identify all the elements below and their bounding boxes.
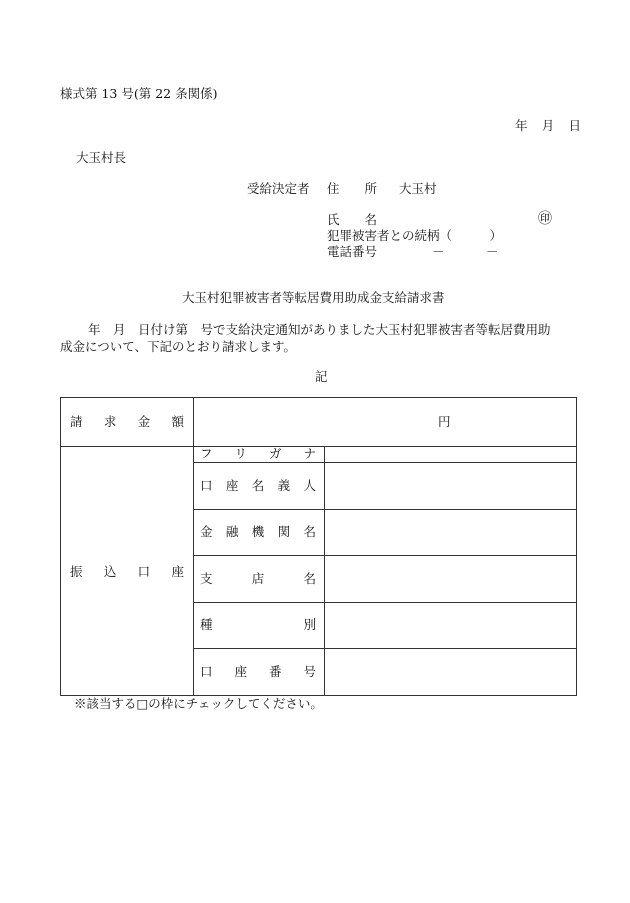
row-label-char: 座 [234, 664, 247, 679]
amount-label-char: 請 [70, 414, 83, 429]
applicant-role: 受給決定者 [247, 181, 310, 196]
row-label-char: 義 [277, 478, 291, 493]
body-line-2: 成金について、下記のとおり請求します。 [60, 339, 297, 354]
row-label-char: 融 [225, 524, 239, 539]
row-label-char: ガ [268, 446, 282, 461]
row-label-char: 支 [200, 571, 213, 586]
row-label-account-number [200, 664, 316, 680]
date-month: 月 [541, 118, 555, 133]
row-label-account-type [200, 617, 316, 633]
row-label-char: 番 [268, 664, 282, 679]
amount-label [70, 414, 184, 430]
row-label-branch-name [200, 571, 316, 587]
seal-mark: ㊞ [538, 211, 552, 227]
row-label-char: フ [200, 446, 213, 461]
row-label-char: 名 [251, 478, 265, 493]
row-label-char: 口 [200, 664, 213, 679]
account-holder-input[interactable] [326, 464, 575, 508]
furigana-input[interactable] [326, 448, 575, 461]
row-label-char: 機 [251, 524, 265, 539]
account-type-input[interactable] [326, 604, 575, 647]
row-label-char: 別 [303, 617, 316, 632]
row-label-furigana [200, 446, 316, 462]
row-label-char: 金 [200, 524, 213, 539]
document-title: 大玉村犯罪被害者等転居費用助成金支給請求書 [182, 290, 445, 305]
relation-label: 犯罪被害者との続柄（ ） [327, 228, 503, 243]
transfer-account-label [70, 564, 184, 580]
address-value: 大玉村 [399, 181, 437, 196]
footnote: ※該当する□の枠にチェックしてください。 [74, 696, 323, 711]
transfer-label-char: 口 [137, 564, 151, 579]
addressee: 大玉村長 [76, 150, 127, 165]
row-label-bank-name [200, 524, 316, 540]
branch-name-input[interactable] [326, 557, 575, 601]
name-label: 氏 名 [327, 212, 378, 227]
address-label: 住 所 [327, 181, 378, 196]
transfer-label-char: 座 [171, 564, 184, 579]
row-label-char: 関 [277, 524, 291, 539]
date-year: 年 [515, 118, 528, 133]
row-label-account-holder [200, 478, 316, 494]
amount-label-char: 求 [103, 414, 117, 429]
transfer-label-char: 振 [70, 564, 83, 579]
row-label-char: 種 [200, 617, 213, 632]
amount-label-char: 金 [137, 414, 151, 429]
ki-heading: 記 [315, 369, 328, 384]
transfer-label-char: 込 [103, 564, 117, 579]
amount-unit: 円 [438, 414, 451, 429]
row-label-char: 人 [303, 478, 316, 493]
bank-name-input[interactable] [326, 511, 575, 554]
date-day: 日 [568, 118, 581, 133]
amount-input[interactable] [195, 399, 575, 445]
row-label-char: リ [234, 446, 247, 461]
row-label-char: ナ [303, 446, 316, 461]
row-label-char: 店 [251, 571, 265, 586]
phone-label: 電話番号 [327, 244, 378, 259]
form-number: 様式第 13 号(第 22 条関係) [60, 86, 218, 101]
amount-label-char: 額 [171, 414, 184, 429]
row-label-char: 号 [303, 664, 316, 679]
body-line-1: 年 月 日付け第 号で支給決定通知がありました大玉村犯罪被害者等転居費用助 [88, 322, 551, 337]
account-number-input[interactable] [326, 650, 575, 694]
row-label-char: 座 [225, 478, 239, 493]
phone-dash-2: － [486, 244, 499, 259]
row-label-char: 口 [200, 478, 213, 493]
row-label-char: 名 [303, 571, 316, 586]
row-label-char: 名 [303, 524, 316, 539]
phone-dash-1: － [432, 244, 445, 259]
